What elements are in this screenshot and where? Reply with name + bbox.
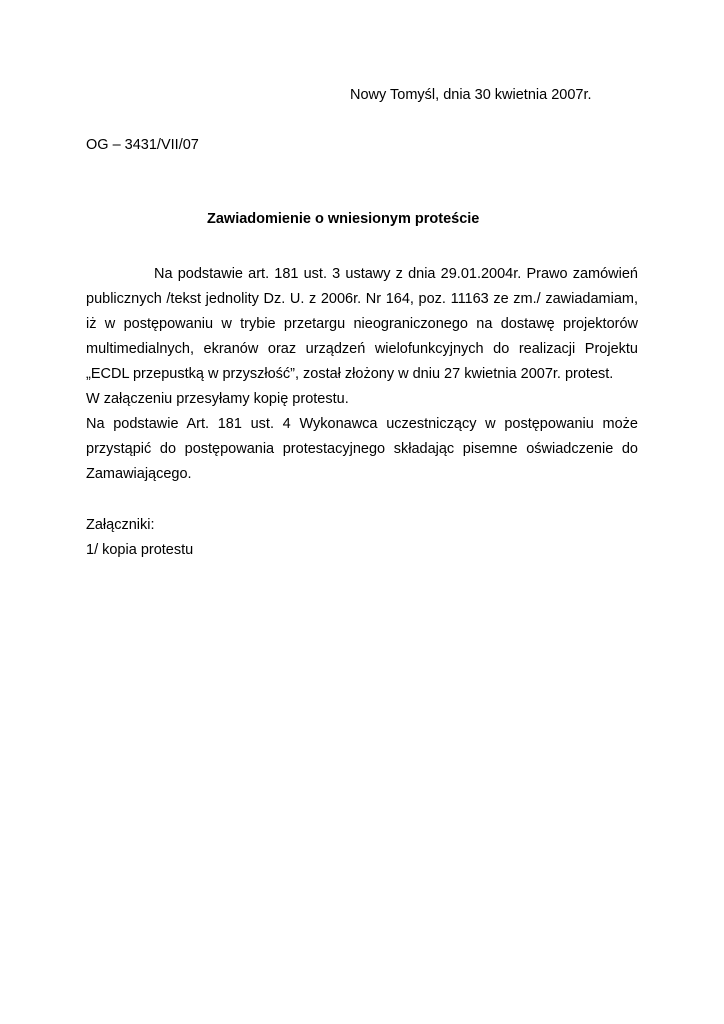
body-line: multimedialnych, ekranów oraz urządzeń wielofunkcyjnych do realizacji Projektu bbox=[86, 341, 638, 357]
document-title: Zawiadomienie o wniesionym proteście bbox=[207, 211, 480, 227]
body-line: iż w postępowaniu w trybie przetargu nieograniczonego na dostawę projektorów bbox=[86, 316, 638, 332]
body-line: Zamawiającego. bbox=[86, 466, 192, 482]
body-line: „ECDL przepustką w przyszłość”, został złożony w dniu 27 kwietnia 2007r. protest. bbox=[86, 366, 614, 382]
attachments-section bbox=[86, 513, 193, 563]
attachments-label: Załączniki: bbox=[86, 517, 155, 533]
body-line: Na podstawie art. 181 ust. 3 ustawy z dnia 29.01.2004r. Prawo zamówień bbox=[154, 266, 638, 282]
body-line: W załączeniu przesyłamy kopię protestu. bbox=[86, 391, 349, 407]
body-text bbox=[86, 262, 638, 487]
attachment-item: 1/ kopia protestu bbox=[86, 542, 194, 558]
reference-number: OG – 3431/VII/07 bbox=[86, 137, 199, 153]
body-line: przystąpić do postępowania protestacyjnego składając pisemne oświadczenie do bbox=[86, 441, 638, 457]
place-and-date: Nowy Tomyśl, dnia 30 kwietnia 2007r. bbox=[350, 87, 592, 103]
body-line: Na podstawie Art. 181 ust. 4 Wykonawca uczestniczący w postępowaniu może bbox=[86, 416, 638, 432]
body-line: publicznych /tekst jednolity Dz. U. z 2006r. Nr 164, poz. 11163 ze zm./ zawiadamiam, bbox=[86, 291, 638, 307]
